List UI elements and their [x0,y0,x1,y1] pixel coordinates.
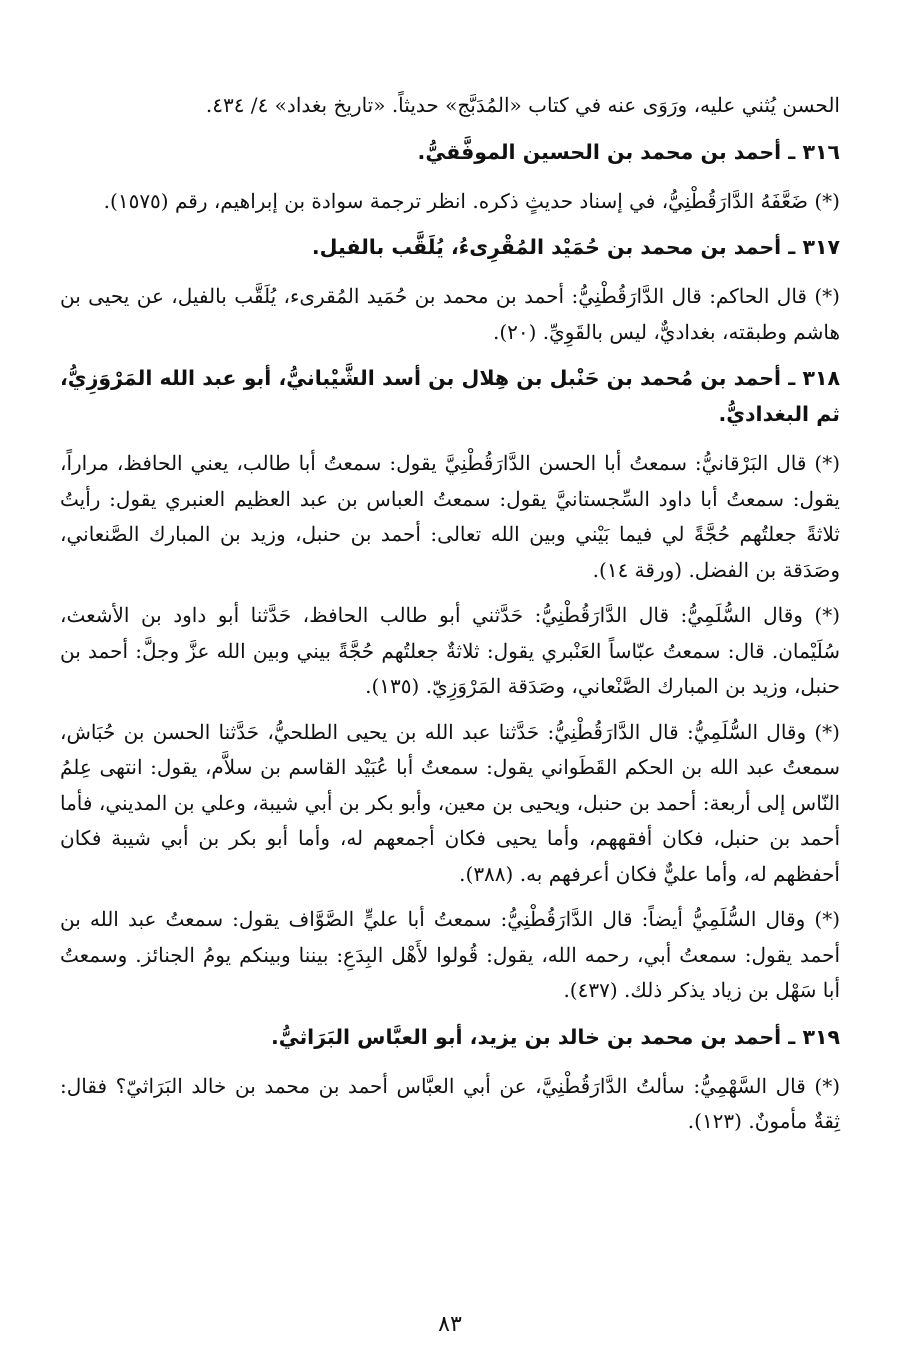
paragraph: (*) قال البَرْقانيُّ: سمعتُ أبا الحسن الدَّارَقُطْنِيَّ يقول: سمعتُ أبا طالب، يعني الحافظ، مراراً، يقول: سمعتُ أبا داود السِّجستانيَّ يقول: سمعتُ العباس بن عبد العظيم العنبري يقول: رأيتُ ثلاثةً جعلتُهم حُجَّةً لي فيما بَيْني وبين الله تعالى: أحمد بن حنبل، وزيد بن المبارك الصَّنعاني، وصَدَقة بن الفضل. (ورقة ١٤). [60,451,840,582]
paragraph: (*) وقال السُّلَمِيُّ: قال الدَّارَقُطْنِيُّ: حَدَّثنا عبد الله بن يحيى الطلحيُّ، حَدَّثنا الحسن بن حُبَاش، سمعتُ عبد الله بن الحكم القَطَواني يقول: سمعتُ أبا عُبَيْد القاسم بن سلاَّم، يقول: انتهى عِلمُ النّاس إلى أربعة: أحمد بن حنبل، ويحيى بن معين، وأبو بكر بن أبي شيبة، وعلي بن المديني، فأما أحمد بن حنبل، فكان أفقههم، وأما يحيى فكان أجمعهم له، وأما أبو بكر بن أبي شيبة فكان أحفظهم له، وأما عليٌّ فكان أعرفهم به. (٣٨٨). [60,719,840,886]
entry-heading-319: ٣١٩ ـ أحمد بن محمد بن خالد بن يزيد، أبو العبَّاس البَرَاثيُّ. [270,1024,840,1049]
paragraph-continuation: الحسن يُثني عليه، ورَوَى عنه في كتاب «المُدَبَّج» حديثاً. «تاريخ بغداد» ٤/ ٤٣٤. [205,93,840,117]
page-number: ٨٣ [438,1312,462,1337]
entry-heading-317: ٣١٧ ـ أحمد بن محمد بن حُمَيْد المُقْرِىءُ، يُلَقَّب بالفيل. [311,235,840,259]
paragraph: (*) قال السَّهْمِيُّ: سألتُ الدَّارَقُطْنِيَّ، عن أبي العبَّاس أحمد بن محمد بن خالد البَرَاثيّ؟ فقال: ثِقةٌ مأمونٌ. (١٢٣). [60,1073,840,1133]
paragraph: (*) وقال السُّلَمِيُّ: قال الدَّارَقُطْنِيُّ: حَدَّثني أبو طالب الحافظ، حَدَّثنا أبو داود بن الأشعث، سُلَيْمان. قال: سمعتُ عبّاساً العَنْبري يقول: ثلاثةٌ جعلتُهم حُجَّةً بيني وبين الله عزَّ وجلَّ: أحمد بن حنبل، وزيد بن المبارك الصَّنْعاني، وصَدَقة المَرْوَزِيّ. (١٣٥). [60,603,840,698]
entry-heading-318: ٣١٨ ـ أحمد بن مُحمد بن حَنْبل بن هِلال بن أسد الشَّيْبانيُّ، أبو عبد الله المَرْوَزِيُّ، ثم البغداديُّ. [60,366,840,426]
paragraph: (*) قال الحاكم: قال الدَّارَقُطْنِيُّ: أحمد بن محمد بن حُمَيد المُقرىء، يُلَقَّب بالفيل، عن يحيى بن هاشم وطبقته، بغداديٌّ، ليس بالقَوِيِّ. (٢٠). [60,284,840,344]
paragraph: (*) وقال السُّلَمِيُّ أيضاً: قال الدَّارَقُطْنِيُّ: سمعتُ أبا عليٍّ الصَّوَّاف يقول: سمعتُ عبد الله بن أحمد يقول: سمعتُ أبي، رحمه الله، يقول: قُولوا لأَهْل البِدَعِ: بيننا وبينكم يومُ الجنائز. وسمعتُ أبا سَهْل بن زياد يذكر ذلك. (٤٣٧). [60,907,840,1002]
page-body [60,88,840,1150]
paragraph: (*) ضَعَّفَهُ الدَّارَقُطْنِيُّ، في إسناد حديثٍ ذكره. انظر ترجمة سوادة بن إبراهيم، رقم (١٥٧٥). [103,188,840,213]
entry-heading-316: ٣١٦ ـ أحمد بن محمد بن الحسين الموفَّقيُّ. [417,139,840,164]
